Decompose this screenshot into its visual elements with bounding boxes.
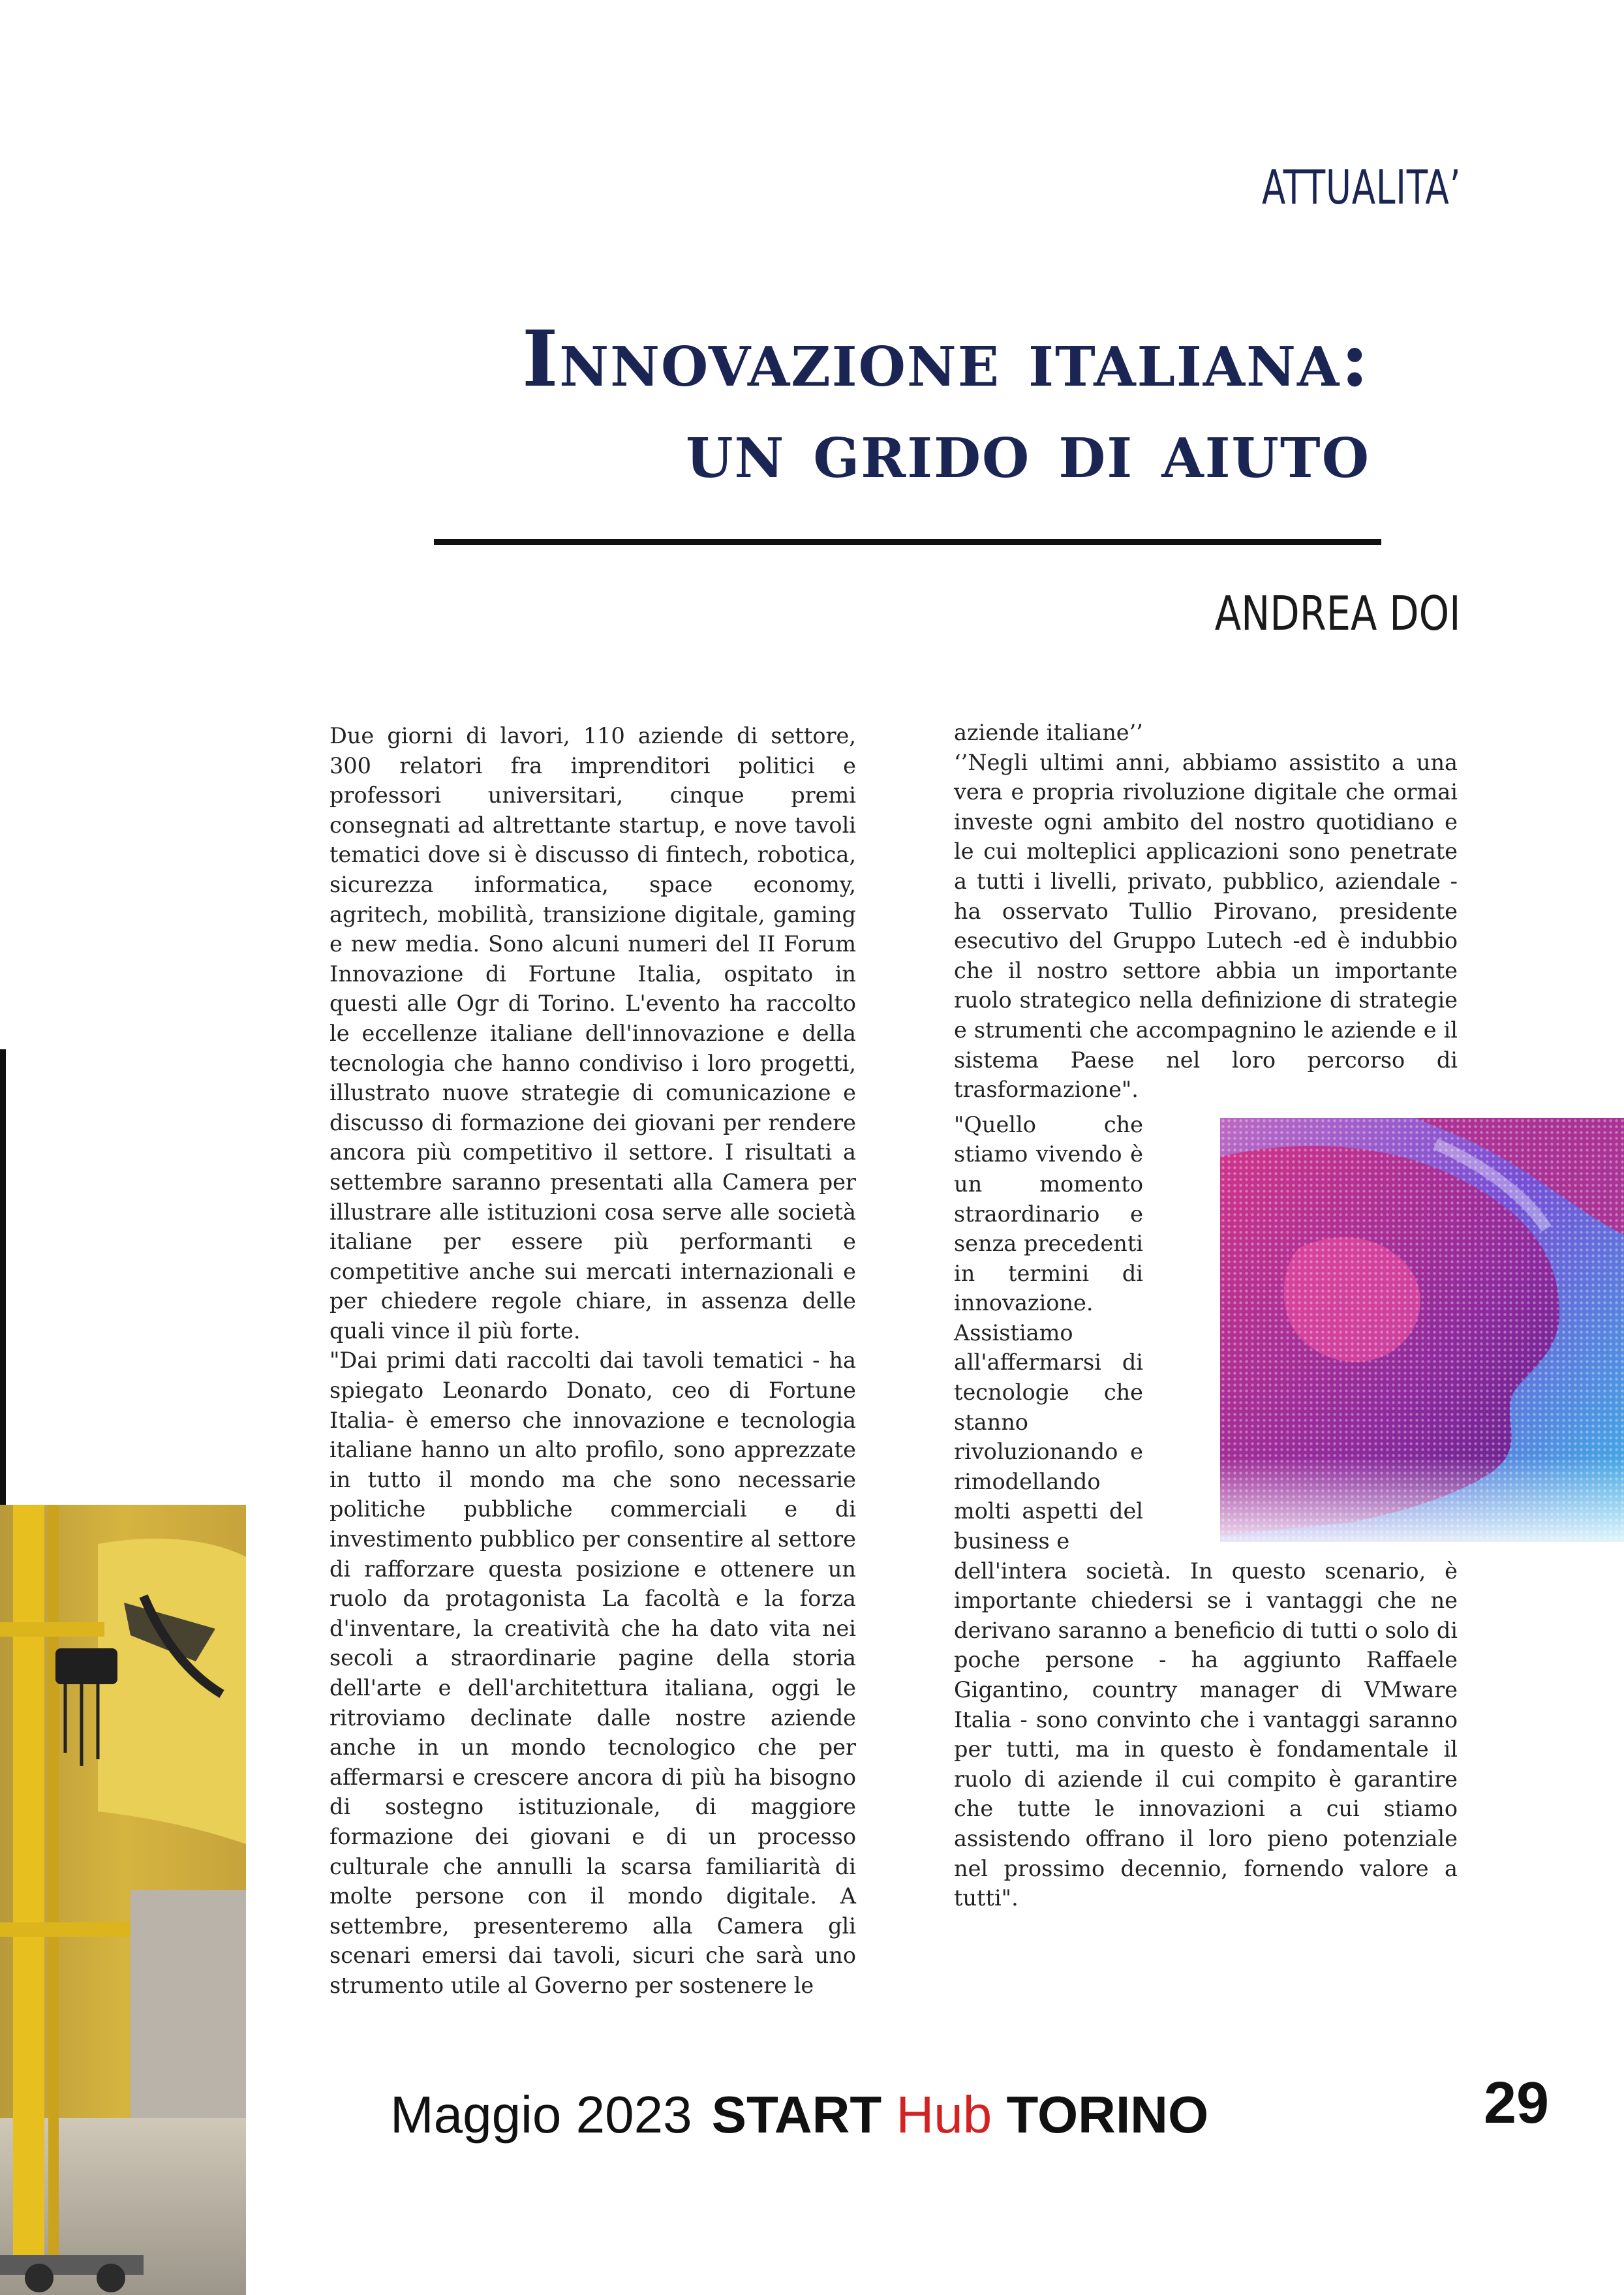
- article-title-line-2: un grido di aiuto: [686, 405, 1370, 495]
- paragraph: aziende italiane’’: [954, 720, 1143, 745]
- digital-face-illustration: [1220, 1118, 1624, 1542]
- publication-brand: [712, 2086, 1209, 2144]
- title-divider: [434, 539, 1381, 545]
- brand-city: TORINO: [1006, 2086, 1209, 2144]
- left-column: [329, 721, 856, 2001]
- yellow-machinery-photo: [0, 1505, 246, 2295]
- paragraph: "Dai primi dati raccolti dai tavoli tematici - ha spiegato Leonardo Donato, ceo di Fortune Italia- è emerso che innovazione e tecnologia italiane hanno un alto profilo, sono apprezzate in tutto il mondo ma che sono necessarie politiche pubbliche commerciali e di investimento pubblico per consentire al settore di rafforzare questa posizione e ottenere un ruolo da protagonista La facoltà e la forza d'inventare, la creatività che ha dato vita nei secoli a straordinarie pagine della storia dell'arte e dell'architettura italiana, oggi le ritroviamo declinate dalle nostre aziende anche in un mondo tecnologico che per affermarsi e crescere ancora di più ha bisogno di sostegno istituzionale, di maggiore formazione dei giovani e di un processo culturale che annulli la scarsa familiarità di molte persone con il mondo digitale. A settembre, presenteremo alla Camera gli scenari emersi dai tavoli, sicuri che sarà uno strumento utile al Governo per sostenere le: [329, 1348, 856, 1998]
- page-number: 29: [1484, 2071, 1550, 2136]
- paragraph: Due giorni di lavori, 110 aziende di settore, 300 relatori fra imprenditori politici e professori universitari, cinque premi consegnati ad altrettante startup, e nove tavoli tematici dove si è discusso di fintech, robotica, sicurezza informatica, space economy, agritech, mobilità, transizione digitale, gaming e new media. Sono alcuni numeri del II Forum Innovazione di Fortune Italia, ospitato in questi alle Ogr di Torino. L'evento ha raccolto le eccellenze italiane dell'innovazione e della tecnologia che hanno condiviso i loro progetti, illustrato nuove strategie di comunicazione e discusso di formazione dei giovani per rendere ancora più competitivo il settore. I risultati a settembre saranno presentati alla Camera per illustrare alle istituzioni cosa serve alle società italiane per essere più performanti e competitive anche sui mercati internazionali e per chiedere regole chiare, in assenza delle quali vince il più forte.: [329, 723, 856, 1344]
- brand-start: START: [711, 2086, 882, 2144]
- footer: [390, 2085, 1208, 2145]
- article-title-line-1: Innovazione italiana:: [522, 313, 1370, 404]
- paragraph-wrapped: "Quello che stiamo vivendo è un momento straordinario e senza precedenti in termini di innovazione. Assistiamo all'affermarsi di tecnologie che stanno rivoluzionando e rimodellando molti aspetti del business e: [954, 1111, 1143, 1554]
- author-name: ANDREA DOI: [1215, 586, 1461, 641]
- article-title: [457, 313, 1370, 496]
- side-accent-bar: [0, 1049, 6, 1506]
- issue-date: Maggio 2023: [390, 2086, 692, 2144]
- paragraph: ‘’Negli ultimi anni, abbiamo assistito a una vera e propria rivoluzione digitale che ormai investe ogni ambito del nostro quotidiano e le cui molteplici applicazioni sono penetrate a tutti i livelli, privato, pubblico, aziendale - ha osservato Tullio Pirovano, presidente esecutivo del Gruppo Lutech -ed è indubbio che il nostro settore abbia un importante ruolo strategico nella definizione di strategie e strumenti che accompagnino le aziende e il sistema Paese nel loro percorso di trasformazione".: [954, 749, 1458, 1103]
- paragraph: dell'intera società. In questo scenario, è importante chiedersi se i vantaggi che ne derivano saranno a beneficio di tutti o solo di poche persone - ha aggiunto Raffaele Gigantino, country manager di VMware Italia - sono convinto che i vantaggi saranno per tutti, ma in questo è fondamentale il ruolo di aziende il cui compito è garantire che tutte le innovazioni a cui stiamo assistendo offrano il loro pieno potenziale nel prossimo decennio, fornendo valore a tutti".: [954, 1558, 1458, 1911]
- brand-hub: Hub: [896, 2086, 992, 2144]
- section-label: ATTUALITA’: [1261, 160, 1461, 215]
